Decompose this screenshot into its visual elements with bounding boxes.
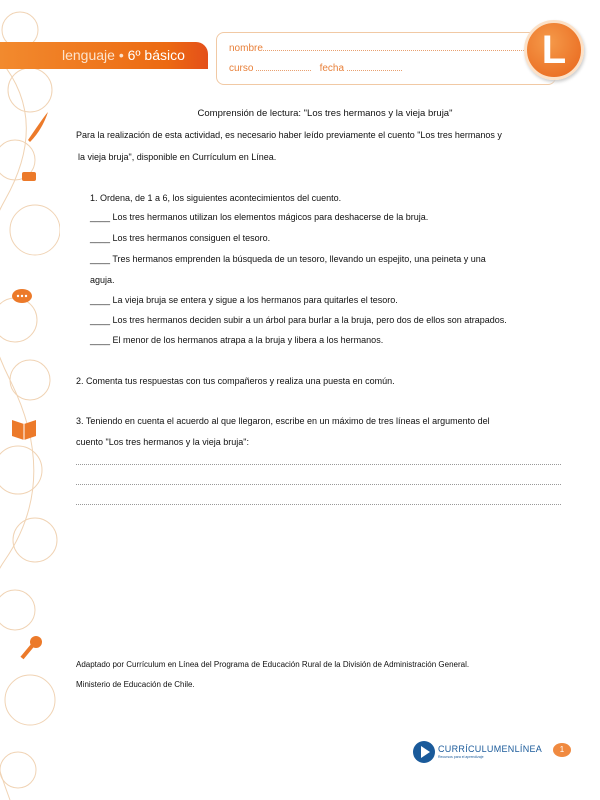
- name-label: nombre: [229, 43, 263, 54]
- ink-pot-icon: [22, 172, 36, 181]
- subject-label: lenguaje: [62, 47, 115, 63]
- event-item: ____ Los tres hermanos deciden subir a un árbol para burlar a la bruja, pero dos de ellos son atrapados.: [90, 315, 507, 325]
- intro-line-2: la vieja bruja", disponible en Currículum en Línea.: [78, 152, 277, 162]
- question-3-line-2: cuento "Los tres hermanos y la vieja bruja":: [76, 437, 249, 447]
- event-item: ____ Los tres hermanos consiguen el tesoro.: [90, 233, 271, 243]
- date-label: fecha: [319, 63, 345, 74]
- name-field[interactable]: [263, 43, 548, 51]
- logo-tagline: Recursos para el aprendizaje: [438, 755, 484, 759]
- answer-line[interactable]: [76, 484, 561, 485]
- book-icon: [12, 420, 36, 440]
- course-field[interactable]: [256, 63, 311, 71]
- intro-line-1: Para la realización de esta actividad, es necesario haber leído previamente el cuento "Los tres hermanos y: [76, 130, 502, 140]
- event-item: ____ Tres hermanos emprenden la búsqueda de un tesoro, llevando un espejito, una peineta y una: [90, 254, 486, 264]
- question-2: 2. Comenta tus respuestas con tus compañeros y realiza una puesta en común.: [76, 376, 395, 386]
- event-item: ____ Los tres hermanos utilizan los elementos mágicos para deshacerse de la bruja.: [90, 212, 429, 222]
- date-field[interactable]: [347, 63, 402, 71]
- answer-line[interactable]: [76, 504, 561, 505]
- speech-bubble-icon: [12, 289, 32, 303]
- order-blank[interactable]: ____: [90, 335, 111, 345]
- event-item-continued: aguja.: [90, 275, 115, 285]
- question-1: 1. Ordena, de 1 a 6, los siguientes acontecimientos del cuento.: [90, 193, 342, 203]
- student-info-box: [216, 32, 556, 85]
- question-3-line-1: 3. Teniendo en cuenta el acuerdo al que llegaron, escribe en un máximo de tres líneas el argumento del: [76, 416, 490, 426]
- credits-line-2: Ministerio de Educación de Chile.: [76, 680, 195, 689]
- order-blank[interactable]: ____: [90, 295, 111, 305]
- play-logo-icon: [413, 741, 435, 763]
- grade-label: 6º básico: [127, 47, 185, 63]
- answer-line[interactable]: [76, 464, 561, 465]
- order-blank[interactable]: ____: [90, 254, 111, 264]
- page-title: Comprensión de lectura: "Los tres hermanos y la vieja bruja": [197, 108, 453, 119]
- event-item: ____ La vieja bruja se entera y sigue a los hermanos para quitarles el tesoro.: [90, 295, 398, 305]
- logo-text: CURRÍCULUMENLÍNEA: [438, 744, 543, 754]
- decorative-swirls: [0, 0, 60, 800]
- event-item: ____ El menor de los hermanos atrapa a la bruja y libera a los hermanos.: [90, 335, 384, 345]
- order-blank[interactable]: ____: [90, 233, 111, 243]
- course-label: curso: [229, 63, 254, 74]
- credits-line-1: Adaptado por Currículum en Línea del Programa de Educación Rural de la División de Administración General.: [76, 660, 470, 669]
- order-blank[interactable]: ____: [90, 315, 111, 325]
- microphone-icon: [22, 636, 42, 658]
- order-blank[interactable]: ____: [90, 212, 111, 222]
- subject-badge: L: [524, 20, 584, 80]
- page-number: 1: [553, 743, 571, 757]
- subject-banner: lenguaje • 6º básico: [0, 42, 208, 69]
